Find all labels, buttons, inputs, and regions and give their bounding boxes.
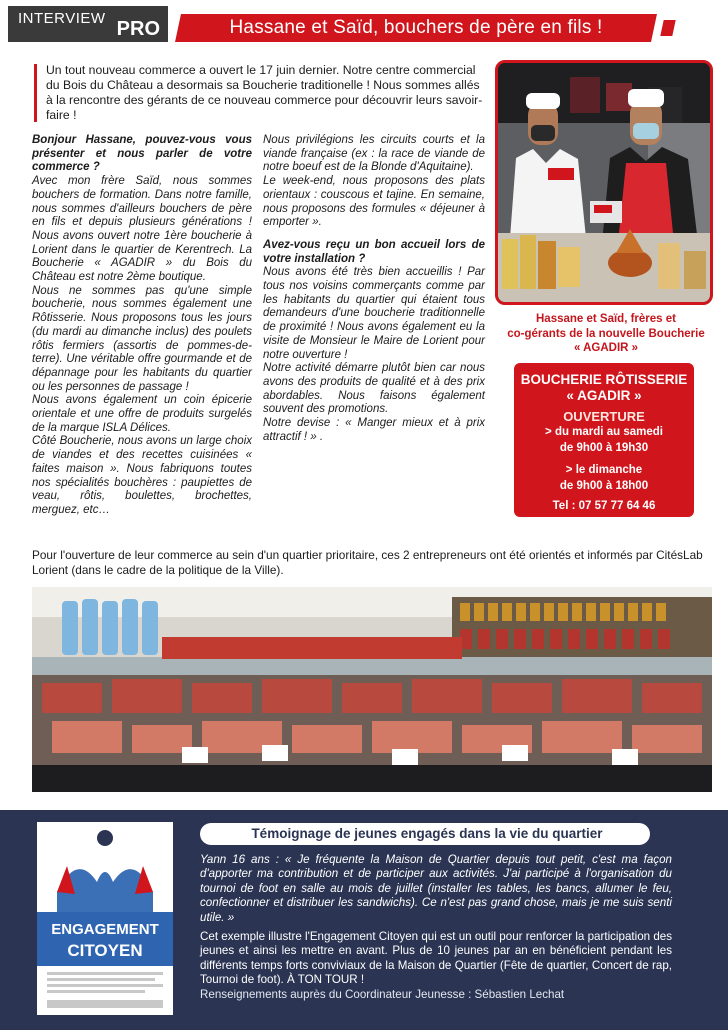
- portrait-illustration: [498, 63, 710, 302]
- engagement-citoyen-poster: [37, 822, 173, 1015]
- portrait-caption: [495, 312, 717, 356]
- intro-rule: [34, 64, 37, 122]
- shop-name-line-1: BOUCHERIE RÔTISSERIE: [520, 372, 688, 387]
- shop-phone: Tel : 07 57 77 64 46: [552, 500, 656, 512]
- shop-info-box: [514, 363, 694, 517]
- engagement-description: Cet exemple illustre l'Engagement Citoyen qui est un outil pour renforcer la participation des jeunes et ainsi les mettre en avant. Plus de 10 jeunes par an en bénéficient pendant les différents temps forts conviviaux de la Maison de Quartier (Fête de quartier, Concert de rap, Tournoi de foot). À TON TOUR !: [200, 930, 673, 987]
- opening-heading: OUVERTURE: [563, 409, 645, 424]
- youth-quote: Yann 16 ans : « Je fréquente la Maison de Quartier depuis tout petit, c'est ma façon d'apporter ma contribution et de participer aux activités. J'ai participé à l'organisation du tournoi de foot en salle au mois de juillet (installer les tables, les bancs, allumer le feu, confectionner et distribuer les sandwichs). Ce n'est pas grand chose, mais je me suis senti utile. »: [200, 853, 672, 924]
- interview-question-1: Bonjour Hassane, pouvez-vous vous présenter et nous parler de votre commerce ?: [32, 134, 252, 174]
- interview-column-2: [263, 134, 485, 444]
- intro-paragraph: Un tout nouveau commerce a ouvert le 17 juin dernier. Notre centre commercial du Bois du Château a desormais sa Boucherie traditionelle ! Nous sommes allés à la rencontre des gérants de ce nouveau commerce pour découvrir leurs savoir-faire !: [46, 63, 483, 122]
- interview-answer-paragraph: Avec mon frère Saïd, nous sommes bouchers de formation. Dans notre famille, nous sommes d'ailleurs bouchers de père en fils et depuis plusieurs générations ! Nous avons ouvert notre 1ère boucherie à Lorient dans le quartier de Kerentrech. La Boucherie « AGADIR » du Bois du Château est notre 2ème boutique.: [32, 175, 252, 284]
- interview-answer-paragraph: Nous privilégions les circuits courts et la viande française (ex : la race de viande de notre boeuf est de la Blonde d'Aquitaine).: [263, 134, 485, 174]
- opening-hours-line: > le dimanche: [565, 464, 643, 476]
- opening-hours-line: de 9h00 à 18h00: [559, 480, 649, 492]
- citeslab-note: Pour l'ouverture de leur commerce au sein d'un quartier prioritaire, ces 2 entrepreneurs ont été orientés et informés par CitésLab Lorient (dans le cadre de la politique de la Ville).: [32, 548, 703, 577]
- caption-line: « AGADIR »: [573, 342, 639, 354]
- interview-question-2: Avez-vous reçu un bon accueil lors de votre installation ?: [263, 238, 485, 265]
- tag-interview: INTERVIEW: [18, 10, 106, 27]
- butchers-portrait-photo: [495, 60, 713, 305]
- shop-counter-photo: [32, 587, 712, 792]
- interview-column-1: [32, 134, 252, 518]
- interview-answer-paragraph: Notre activité démarre plutôt bien car nous avons des produits de qualité et à des prix abordables. Nous faisons également souvent des promotions.: [263, 362, 485, 416]
- interview-answer-paragraph: Le week-end, nous proposons des plats orientaux : couscous et tajine. En semaine, nous proposons des formules « déjeuner à emporter ».: [263, 175, 485, 229]
- opening-hours-line: > du mardi au samedi: [545, 426, 663, 438]
- shop-name-line-2: « AGADIR »: [566, 388, 642, 403]
- band-title: Témoignage de jeunes engagés dans la vie du quartier: [251, 826, 603, 841]
- caption-line: co-gérants de la nouvelle Boucherie: [507, 327, 705, 340]
- shop-illustration: [32, 587, 712, 792]
- band-text: [200, 853, 672, 1002]
- interview-answer-paragraph: Nous avons été très bien accueillis ! Par tous nos voisins commerçants comme par les habitants du quartier qui étaient tous demandeurs d'une boucherie traditionnelle de proximité ! Nous avons également eu la visite de Monsieur le Maire de Lorient pour notre ouverture !: [263, 266, 485, 361]
- interview-answer-paragraph: Côté Boucherie, nous avons un large choix de viandes et des recettes cuisinées « faites maison ». Nous fabriquons toutes nos spécialités bouchères : paupiettes de veau, rôtis, boulettes, brochettes, merguez, etc…: [32, 435, 252, 516]
- caption-line: Hassane et Saïd, frères et: [536, 313, 676, 325]
- interview-answer-paragraph: Nous ne sommes pas qu'une simple boucherie, nous sommes également une Rôtisserie. Nous proposons tous les jours (du mardi au dimanche inclus) des poulets rôtis fermiers (assortis de pommes-de-terre). Une véritable offre gourmande et de dépannage pour les habitants du quartier ou les personnes de passage !: [32, 284, 252, 393]
- interview-pro-tag: [8, 6, 168, 42]
- article-header: [0, 0, 728, 50]
- contact-line: Renseignements auprès du Coordinateur Jeunesse : Sébastien Lechat: [200, 987, 565, 1001]
- poster-title-1: ENGAGEMENT: [51, 921, 159, 938]
- opening-hours-line: de 9h00 à 19h30: [559, 442, 649, 454]
- interview-answer-paragraph: Notre devise : « Manger mieux et à prix attractif ! » .: [263, 417, 485, 443]
- title-accent: [660, 20, 675, 36]
- interview-answer-paragraph: Nous avons également un coin épicerie orientale et une offre de produits surgelés de la marque ISLA Délices.: [32, 394, 252, 434]
- article-title: Hassane et Saïd, bouchers de père en fils !: [229, 17, 603, 38]
- tag-pro: PRO: [116, 18, 160, 40]
- poster-illustration: [37, 822, 173, 1015]
- poster-title-2: CITOYEN: [67, 941, 143, 960]
